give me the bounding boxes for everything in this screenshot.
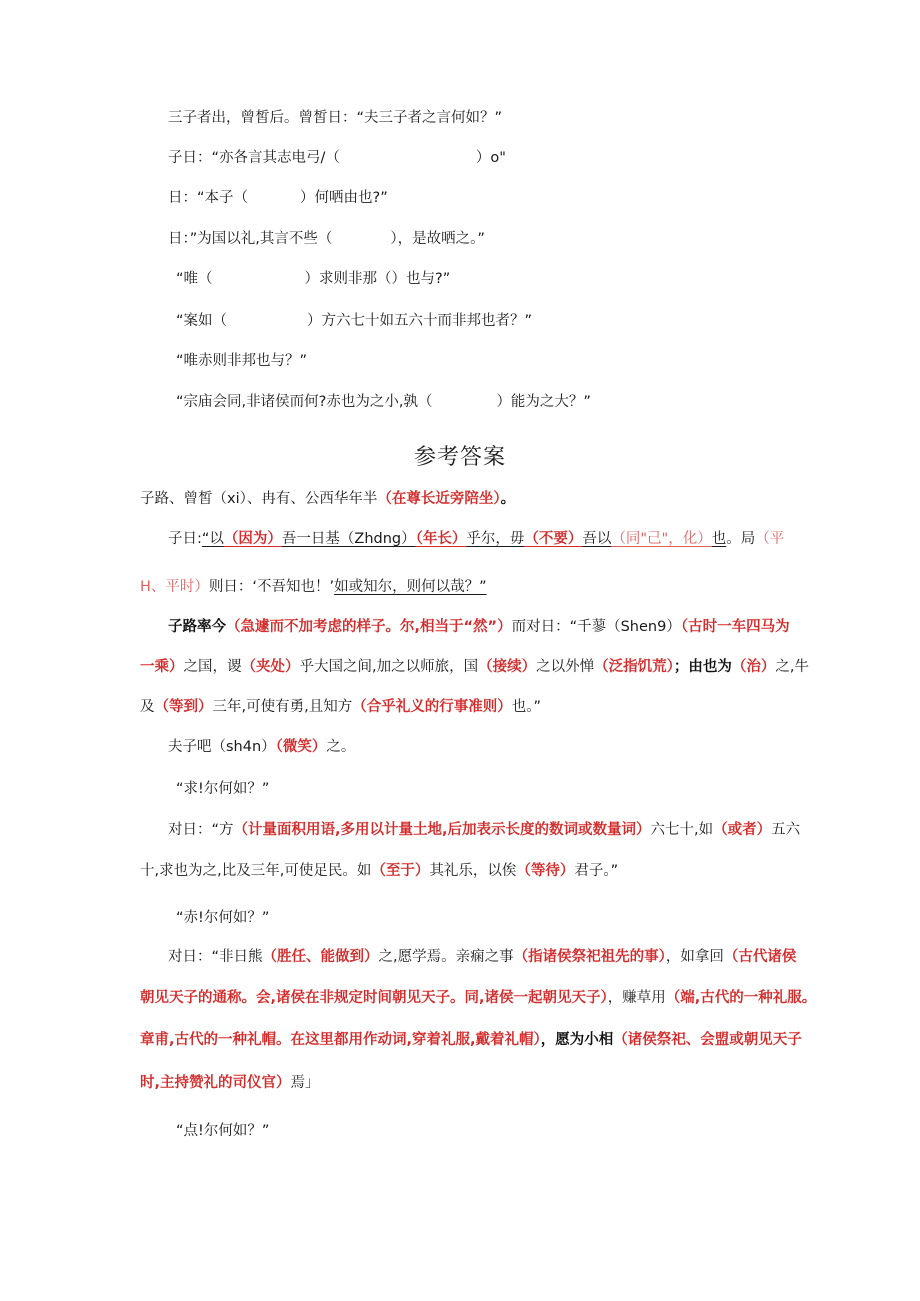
question-line-7: [176, 350, 307, 372]
a2-text: 。局: [726, 531, 756, 547]
a3-text: ；由也为: [673, 659, 732, 675]
q4-text-b: ），是故哂之。”: [390, 231, 485, 247]
a1-text: 子路、曾皙（xi）、冉有、公西华年半: [140, 491, 378, 507]
a3-note: （治）: [731, 659, 776, 675]
q8-text-b: ）能为之大？”: [496, 394, 591, 410]
a8-note: 朝见天子的通称。会,诸侯在非规定时间朝见天子。同,诸侯一起朝见天子）: [140, 990, 608, 1006]
a3-text: 及: [140, 699, 155, 715]
a6-note: （计量面积用语,多用以计量土地,后加表示长度的数词或数量词）: [233, 822, 651, 838]
a8-note: 时,主持赞礼的司仪官）: [140, 1075, 291, 1091]
q7-text: “唯赤则非邦也与？”: [176, 353, 308, 369]
q8-text-a: “宗庙会同,非诸侯而何?赤也为之小,孰（: [176, 394, 433, 410]
q3-text-a: 日：“本子（: [168, 190, 249, 206]
a2-note: （因为）: [223, 531, 282, 547]
question-line-8: [176, 391, 591, 413]
answer-line-5: [176, 778, 269, 800]
question-line-3: [168, 187, 388, 209]
q2-text-b: ）o": [475, 150, 506, 166]
a5-text: “求!尔何如？”: [176, 781, 270, 797]
a3-text: 三年,可使有勇,且知方: [212, 699, 353, 715]
a4-text: 之。: [326, 739, 356, 755]
a1-end: 。: [500, 491, 516, 507]
a4-note: （微笑）: [275, 739, 327, 755]
a2-underlined: “以: [201, 531, 224, 547]
question-line-2: [168, 147, 506, 169]
a2-note: （不要）: [524, 531, 583, 547]
q3-text-b: ）何哂由也?”: [300, 190, 388, 206]
a6-note: （等待）: [516, 863, 575, 879]
a8-text: ，如拿回: [665, 949, 724, 965]
a1-note: （在尊长近旁陪坐）: [377, 491, 501, 507]
a6-text: 十,求也为之,比及三年,可使足民。如: [140, 863, 372, 879]
a4-text: 夫子吧（sh4n）: [168, 739, 276, 755]
a3-text: 而对日：“千蓼（Shen9）: [511, 619, 681, 635]
a8-note: （指诸侯祭祀祖先的事）: [513, 949, 666, 965]
a3-text: 子路率今: [168, 619, 226, 635]
answer-line-8c: [140, 1029, 802, 1051]
q6-text-a: “案如（: [176, 313, 228, 329]
a8-note: 章甫,古代的一种礼帽。在这里都用作动词,穿着礼服,戴着礼帽）: [140, 1032, 541, 1048]
a8-text: 对日：“非日熊: [168, 949, 263, 965]
a3-text: 之以外惮: [536, 659, 595, 675]
a8-text: ，愿为小相: [540, 1032, 614, 1048]
answer-line-6a: [168, 819, 800, 841]
a6-note: （或者）: [713, 822, 772, 838]
a8-text: ，赚草用: [607, 990, 666, 1006]
answer-line-9: [176, 1120, 269, 1142]
a8-note: （诸侯祭祀、会盟或朝见天子: [613, 1032, 802, 1048]
a2-note-light: H、平时）: [140, 579, 209, 595]
a3-note: （等到）: [154, 699, 213, 715]
answer-line-2b: [140, 576, 487, 598]
a6-text: 君子。”: [574, 863, 619, 879]
a9-text: “点!尔何如？”: [176, 1123, 270, 1139]
question-line-1: [168, 107, 502, 129]
answer-line-7: [176, 907, 269, 929]
q5-text-b: ）求则非那（）也与?”: [304, 271, 451, 287]
question-line-6: [176, 310, 532, 332]
a6-note: （至于）: [371, 863, 430, 879]
a8-note: （胜任、能做到）: [262, 949, 379, 965]
a2-underlined: 也: [711, 531, 727, 547]
answer-line-4: [168, 736, 355, 758]
a2-underlined: 吾一日基（Zhdng）: [281, 531, 416, 547]
a2-underlined: 吾以: [582, 531, 612, 547]
answer-line-3c: [140, 696, 541, 718]
a3-note: （古时一车四马为: [680, 619, 790, 635]
a8-note: （端,古代的一种礼服。: [665, 990, 817, 1006]
a3-note: （夹处）: [241, 659, 300, 675]
answer-line-8d: [140, 1072, 320, 1094]
a6-text: 对日：“方: [168, 822, 234, 838]
a3-note: （泛指饥荒）: [594, 659, 674, 675]
question-line-5: [176, 268, 450, 290]
a6-text: 五六: [771, 822, 801, 838]
q4-text-a: 日：”为国以礼,其言不些（: [168, 231, 333, 247]
a2-note-light: （平: [755, 531, 785, 547]
a3-note: （合乎礼义的行事准则）: [352, 699, 512, 715]
a2-text: 则日：‘不吾知也！’: [208, 579, 335, 595]
a2-text: 子日:: [168, 531, 202, 547]
question-line-4: [168, 228, 485, 250]
a6-text: 六七十,如: [650, 822, 714, 838]
q2-text-a: 子日：“亦各言其志电弓/（: [168, 150, 340, 166]
answer-line-6b: [140, 860, 618, 882]
a3-text: 也。”: [511, 699, 541, 715]
a3-text: 乎大国之间,加之以师旅，国: [299, 659, 479, 675]
a2-note-light: （同"己"，化）: [611, 531, 712, 547]
answer-line-8b: [140, 987, 816, 1009]
a2-underlined: 乎尔，毋: [466, 531, 525, 547]
a3-note: （急遽而不加考虑的样子。尔,相当于“然”）: [226, 619, 512, 635]
answer-title: 参考答案: [413, 445, 506, 470]
answer-line-2: [168, 528, 784, 550]
answer-line-8a: [168, 946, 796, 968]
q1-text: 三子者出，曾皙后。曾皙日：“夫三子者之言何如？”: [168, 110, 503, 126]
a3-note: 一乘）: [140, 659, 184, 675]
a8-text: 焉」: [290, 1075, 320, 1091]
answer-line-3a: [168, 616, 790, 638]
a6-text: 其礼乐，以俟: [429, 863, 517, 879]
q6-text-b: ）方六七十如五六十而非邦也者？”: [307, 313, 533, 329]
a7-text: “赤!尔何如？”: [176, 910, 270, 926]
a3-text: 之,牛: [775, 659, 809, 675]
a3-text: 之国，谡: [183, 659, 242, 675]
a3-note: （接续）: [478, 659, 537, 675]
answer-line-1: [140, 488, 515, 510]
a8-note: （古代诸侯: [723, 949, 797, 965]
answer-line-3b: [140, 656, 809, 678]
a2-note: （年长）: [415, 531, 467, 547]
q5-text-a: “唯（: [176, 271, 213, 287]
a2-underlined: 如或知尔，则何以哉？”: [334, 579, 487, 595]
a8-text: 之,愿学焉。亲痫之事: [378, 949, 514, 965]
